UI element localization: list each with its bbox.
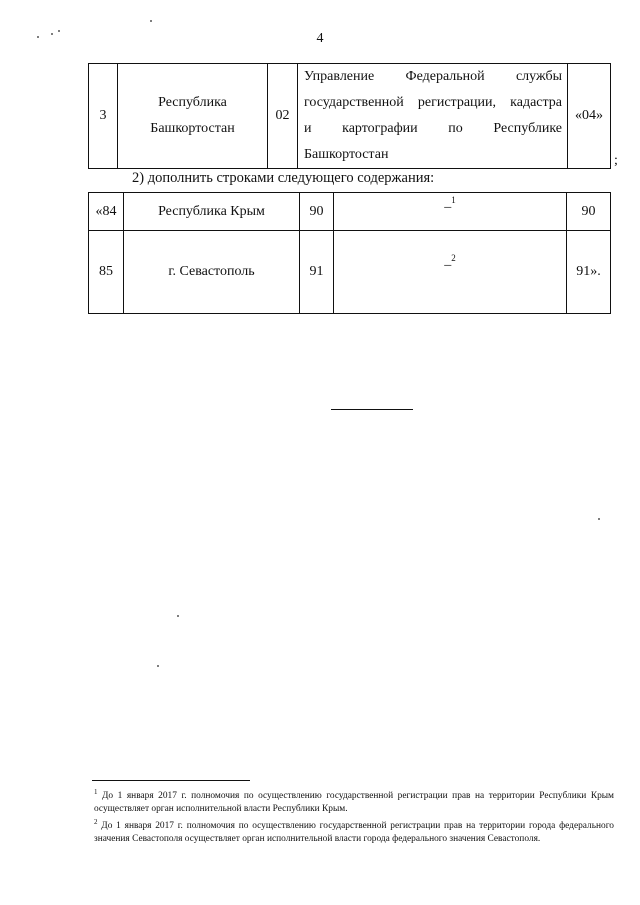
authority-name — [298, 64, 568, 169]
regions-table-continued — [88, 63, 611, 169]
amendment-intro: 2) дополнить строками следующего содержания: — [132, 170, 435, 186]
authority-code: «04» — [568, 64, 611, 169]
scan-speck — [150, 20, 152, 22]
dash-placeholder: – — [444, 257, 452, 273]
footnote-ref: 1 — [451, 195, 456, 205]
scan-speck — [177, 615, 179, 617]
table-row — [89, 64, 611, 169]
footnote-text: До 1 января 2017 г. полномочия по осуществлению государственной регистрации прав на территории города федерального значения Севастополя осуществляет орган исполнительной власти города федерального значения Севастополя. — [94, 821, 614, 845]
footnote-ref: 2 — [451, 253, 456, 263]
authority-name-line: и картографии по Республике — [304, 121, 562, 136]
region-code: 02 — [268, 64, 298, 169]
scan-speck — [598, 518, 600, 520]
authority-code: 90 — [567, 193, 611, 231]
footnote-number: 2 — [94, 818, 98, 827]
authority-name-line: Башкортостан — [304, 147, 389, 162]
authority-name-line: Управление Федеральной службы — [304, 69, 562, 84]
authority-code: 91». — [567, 231, 611, 314]
section-divider — [331, 409, 413, 410]
authority-name — [334, 231, 567, 314]
trailing-semicolon: ; — [614, 153, 618, 168]
row-index: «84 — [89, 193, 124, 231]
region-name-line: Республика — [158, 95, 227, 110]
region-code: 90 — [300, 193, 334, 231]
scan-speck — [157, 665, 159, 667]
row-index: 3 — [89, 64, 118, 169]
region-name-line: Башкортостан — [150, 121, 235, 136]
footnote-number: 1 — [94, 788, 98, 796]
row-index: 85 — [89, 231, 124, 314]
footnote-rule — [92, 780, 250, 781]
table-row — [89, 231, 611, 314]
region-name: г. Севастополь — [124, 231, 300, 314]
table-row — [89, 193, 611, 231]
footnote — [94, 816, 614, 846]
page-number: 4 — [316, 31, 324, 46]
regions-table-additions — [88, 192, 611, 314]
footnote-text: До 1 января 2017 г. полномочия по осуществлению государственной регистрации прав на территории Республики Крым осуществляет орган исполнительной власти Республики Крым. — [94, 791, 614, 815]
dash-placeholder: – — [444, 199, 452, 215]
region-name — [118, 64, 268, 169]
region-code: 91 — [300, 231, 334, 314]
region-name: Республика Крым — [124, 193, 300, 231]
footnotes — [94, 786, 614, 846]
footnote — [94, 786, 614, 816]
authority-name — [334, 193, 567, 231]
authority-name-line: государственной регистрации, кадастра — [304, 95, 562, 110]
